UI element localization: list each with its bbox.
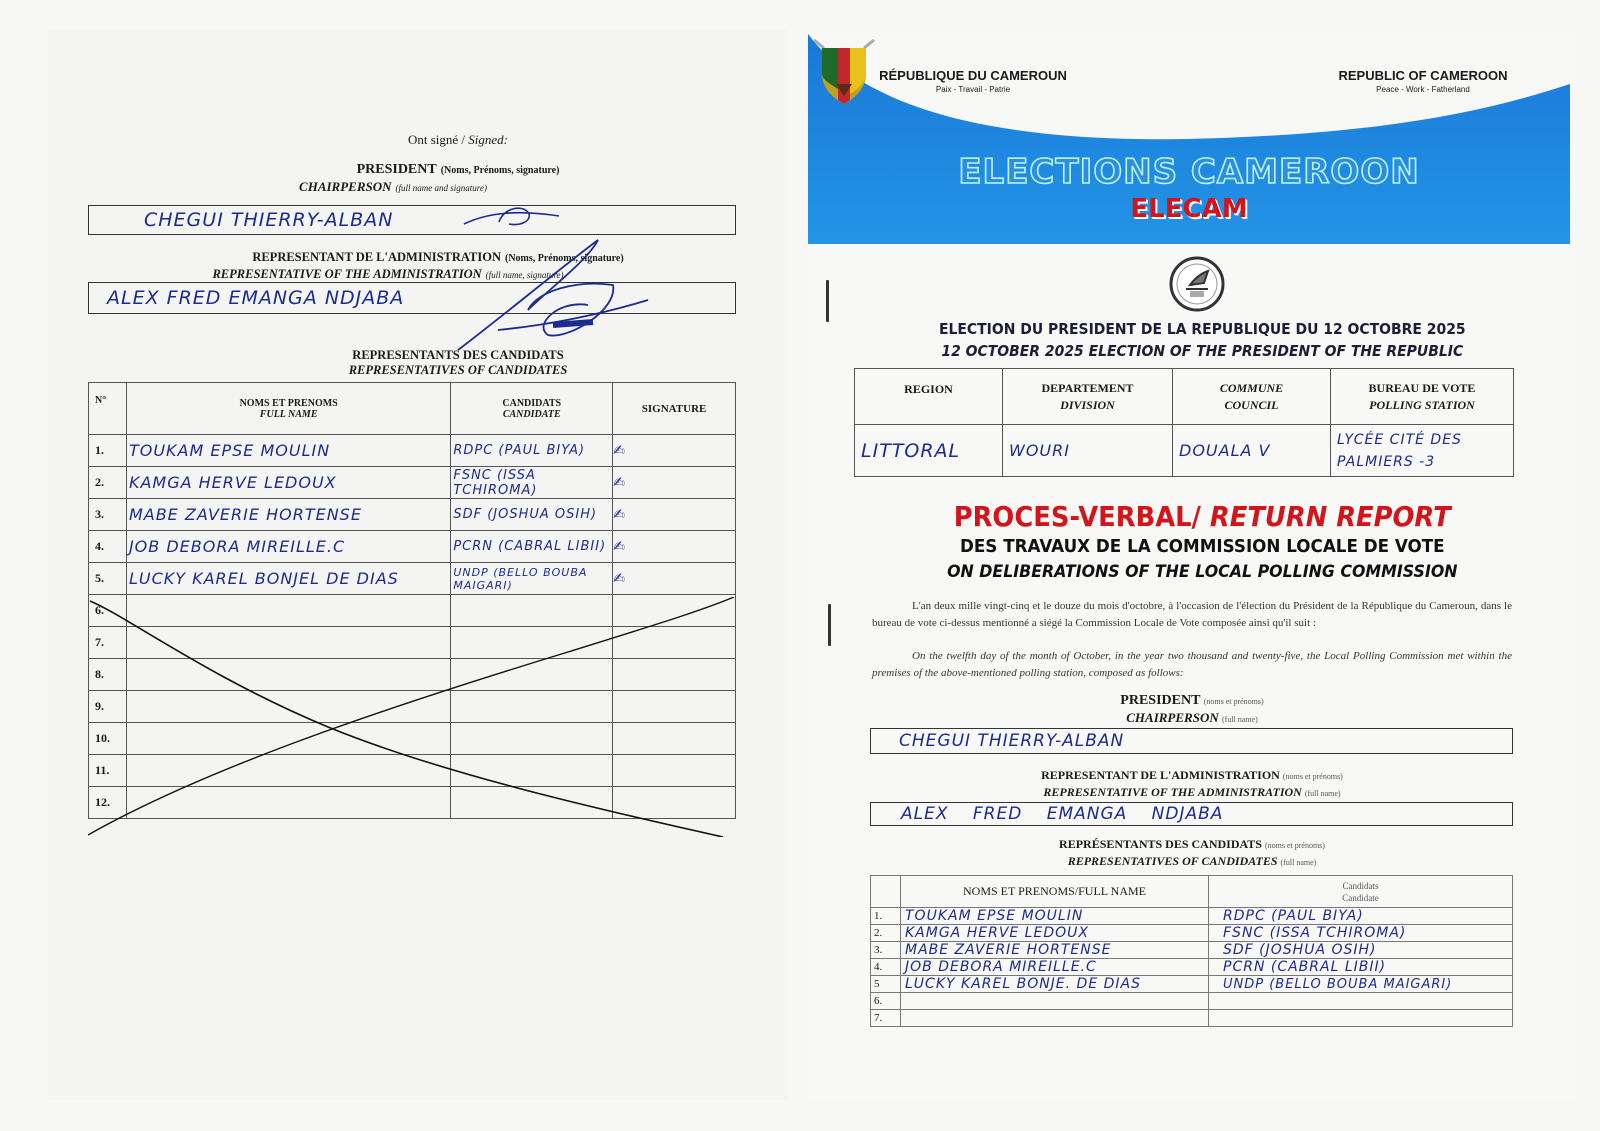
president-field[interactable]: CHEGUI THIERRY-ALBAN — [88, 205, 736, 235]
chairperson-label: CHAIRPERSON (full name and signature) — [299, 179, 487, 194]
table-row: 8. — [89, 659, 736, 691]
col-candidate: CANDIDATS CANDIDATE — [451, 383, 613, 435]
staple-top-icon — [826, 280, 829, 322]
col-candidate: Candidats Candidate — [1209, 876, 1513, 908]
intro-paragraph-fr: L'an deux mille vingt-cinq et le douze du mois d'octobre, à l'occasion de l'élection du Président de la République du Cameroun, dans le bureau de vote ci-dessus mentionné a siégé la Commission Locale de Vote composée ainsi qu'il suit : — [872, 600, 1512, 629]
table-row: 3. MABE ZAVERIE HORTENSE SDF (JOSHUA OSIH) — [871, 942, 1513, 959]
election-title-fr: ELECTION DU PRESIDENT DE LA REPUBLIQUE DU 12 OCTOBRE 2025 — [938, 320, 1466, 338]
administration-label-en: REPRESENTATIVE OF THE ADMINISTRATION (full name) — [1043, 785, 1341, 799]
col-region: REGION — [855, 369, 1003, 425]
polling-station-value[interactable]: LYCÉE CITÉ DES PALMIERS -3 — [1331, 425, 1514, 477]
report-subtitle-fr: DES TRAVAUX DE LA COMMISSION LOCALE DE VOTE — [959, 536, 1445, 557]
signatures-page — [48, 30, 788, 1100]
republic-fr: RÉPUBLIQUE DU CAMEROUN Paix - Travail - Patrie — [879, 68, 1067, 94]
location-value-row — [855, 425, 1514, 477]
president-label: PRESIDENT (Noms, Prénoms, signature) — [356, 162, 560, 177]
chairperson-label: CHAIRPERSON (full name) — [1126, 710, 1258, 725]
location-header-row — [855, 369, 1514, 425]
col-polling-station: BUREAU DE VOTE POLLING STATION — [1331, 369, 1514, 425]
division-value[interactable]: WOURI — [1003, 425, 1173, 477]
table-row: 5. LUCKY KAREL BONJEL DE DIAS UNDP (BELLO BOUBA MAIGARI) ✍ — [89, 563, 736, 595]
table-row: 2. KAMGA HERVE LEDOUX FSNC (ISSA TCHIROMA) ✍ — [89, 467, 736, 499]
candidates-representatives-table — [870, 875, 1513, 1027]
col-signature: SIGNATURE — [613, 383, 736, 435]
col-full-name: NOMS ET PRENOMS FULL NAME — [126, 383, 450, 435]
table-row: 6. — [89, 595, 736, 627]
republic-en: REPUBLIC OF CAMEROON Peace - Work - Fatherland — [1338, 68, 1508, 94]
table-row: 3. MABE ZAVERIE HORTENSE SDF (JOSHUA OSIH) ✍ — [89, 499, 736, 531]
table-header-row — [871, 876, 1513, 908]
president-name-field[interactable]: CHEGUI THIERRY-ALBAN — [870, 728, 1513, 754]
table-row: 1. TOUKAM EPSE MOULIN RDPC (PAUL BIYA) — [871, 908, 1513, 925]
region-value[interactable]: LITTORAL — [855, 425, 1003, 477]
table-row: 1. TOUKAM EPSE MOULIN RDPC (PAUL BIYA) ✍ — [89, 435, 736, 467]
table-row: 5 LUCKY KAREL BONJE. DE DIAS UNDP (BELLO BOUBA MAIGARI) — [871, 976, 1513, 993]
candidates-title: REPRESENTANTS DES CANDIDATS REPRESENTATIVES OF CANDIDATES — [348, 348, 568, 377]
intro-paragraph-en: On the twelfth day of the month of October, in the year two thousand and twenty-five, the Local Polling Commission met within the premises of the above-mentioned polling station, composed as follows: — [872, 650, 1512, 679]
report-title: PROCES-VERBAL/ RETURN REPORT — [953, 500, 1451, 533]
report-subtitle-en: ON DELIBERATIONS OF THE LOCAL POLLING COMMISSION — [947, 562, 1458, 582]
table-row: 4. JOB DEBORA MIREILLE.C PCRN (CABRAL LIBII) — [871, 959, 1513, 976]
signature-cell[interactable]: ✍ — [613, 467, 736, 499]
elecam-seal-icon — [1168, 255, 1226, 313]
election-title-en: 12 OCTOBER 2025 ELECTION OF THE PRESIDENT OF THE REPUBLIC — [941, 342, 1464, 360]
table-row: 4. JOB DEBORA MIREILLE.C PCRN (CABRAL LIBII) ✍ — [89, 531, 736, 563]
table-row: 12. — [89, 787, 736, 819]
administration-name-field[interactable]: ALEX FRED EMANGA NDJABA — [870, 802, 1513, 826]
return-report-page — [808, 30, 1578, 1100]
candidates-signature-table — [88, 382, 736, 819]
col-number: N° — [89, 383, 127, 435]
administration-field[interactable]: ALEX FRED EMANGA NDJABA — [88, 282, 736, 314]
president-label: PRESIDENT (noms et prénoms) — [1120, 693, 1264, 708]
staple-bottom-icon — [828, 604, 831, 646]
signature-cell[interactable]: ✍ — [613, 499, 736, 531]
table-row: 10. — [89, 723, 736, 755]
signature-cell[interactable]: ✍ — [613, 435, 736, 467]
table-row: 6. — [871, 993, 1513, 1010]
elecam-header-banner — [808, 34, 1570, 244]
table-row: 7. — [89, 627, 736, 659]
table-row: 9. — [89, 691, 736, 723]
table-row: 7. — [871, 1010, 1513, 1027]
col-full-name: NOMS ET PRENOMS/FULL NAME — [901, 876, 1209, 908]
signature-cell[interactable]: ✍ — [613, 563, 736, 595]
administration-label: REPRESENTANT DE L'ADMINISTRATION (Noms, Prénoms, signature) — [252, 250, 624, 264]
administration-label-en: REPRESENTATIVE OF THE ADMINISTRATION (full name, signature) — [212, 267, 564, 281]
org-name: ELECTIONS CAMEROON — [958, 152, 1420, 192]
table-row: 2. KAMGA HERVE LEDOUX FSNC (ISSA TCHIROMA) — [871, 925, 1513, 942]
coat-of-arms-icon — [808, 34, 880, 106]
table-header-row — [89, 383, 736, 435]
signed-heading: Ont signé / Signed: — [407, 132, 509, 147]
table-row: 11. — [89, 755, 736, 787]
administration-label: REPRESENTANT DE L'ADMINISTRATION (noms et prénoms) — [1041, 768, 1343, 782]
col-division: DEPARTEMENT DIVISION — [1003, 369, 1173, 425]
col-council: COMMUNE COUNCIL — [1173, 369, 1331, 425]
org-acronym: ELECAM — [1130, 194, 1248, 224]
candidates-title: REPRÉSENTANTS DES CANDIDATS (noms et prénoms) — [1059, 837, 1325, 851]
candidates-title-en: REPRESENTATIVES OF CANDIDATES (full name) — [1067, 854, 1317, 868]
council-value[interactable]: DOUALA V — [1173, 425, 1331, 477]
signature-cell[interactable]: ✍ — [613, 531, 736, 563]
location-table — [854, 368, 1514, 477]
